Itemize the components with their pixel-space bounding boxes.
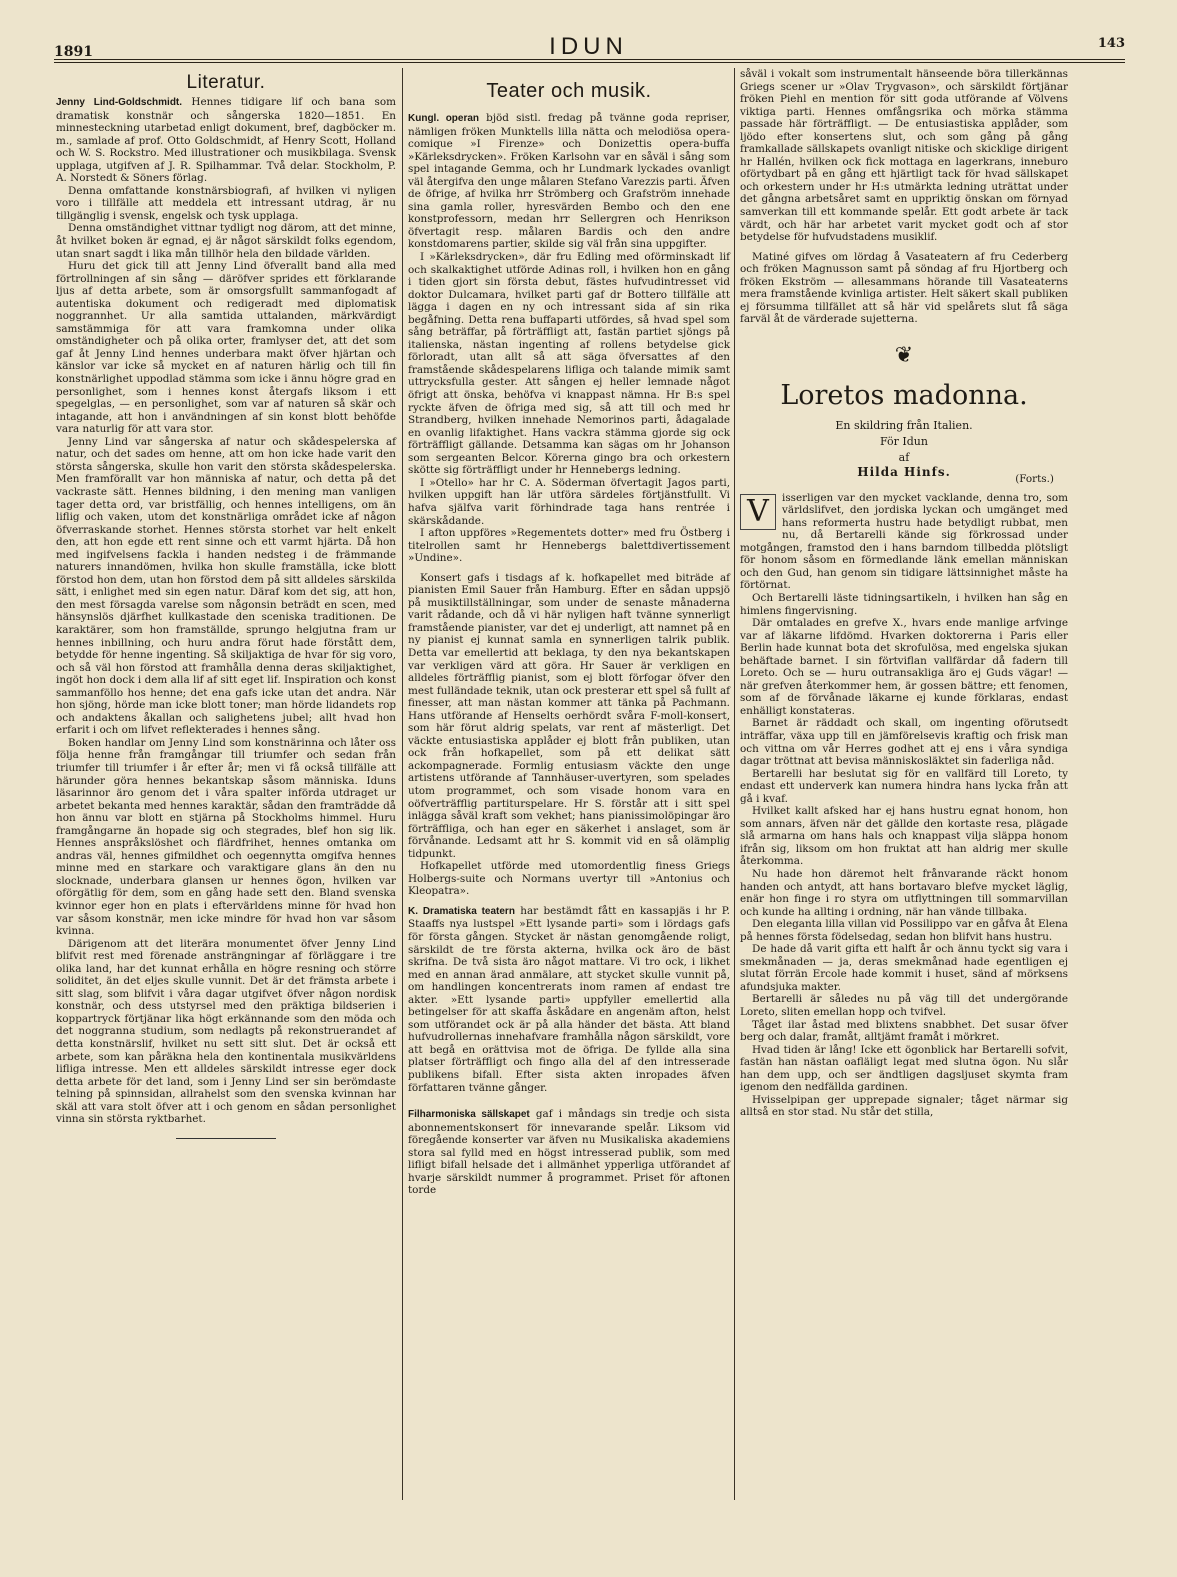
paragraph: Nu hade hon däremot helt frånvarande räckt honom handen och antydt, att hans bortavaro blefve mycket läglig, enär hon finge i ro styra om utflyttningen till sommarvillan och kunde ha allting i ordning, när han vände tillbaka.	[740, 867, 1068, 918]
paragraph: Jenny Lind var sångerska af natur och skådespelerska af natur, och det sades om henne, att om hon icke hade varit den största sångerska, skulle hon varit den största skådespelerska. Men framförallt var hon människa af natur, och detta på det vackraste sätt. Hennes bildning, i den mening man vanligen tager detta ord, var bristfällig, och hennes intelligens, om än liflig och vaken, utom det konstnärliga området icke af någon öfverraskande storhet. Hennes största storhet var helt enkelt den, att hon egde ett rent sinne och ett varmt hjärta. Då hon med ingifvelsens fackla i handen nedsteg i de främmande naturers innandömen, hvilka hon skulle framställa, icke blott förstod hon dem, utan hon förstod dem på sitt alldeles särskilda sätt, i enlighet med sin egen natur. Däraf kom det sig, att hon, den mest försagda varelse som någonsin beträdt en scen, med hänsynslös djärfhet kullkastade den sceniska traditionen. De karaktärer, som hon framställde, sprungo helgjutna fram ur hennes inbillning, och huru andra förut hade förstått dem, betydde för henne ingenting. Så skiljaktiga de hvar för sig voro, och så väl hon förstod att framhålla denna deras skiljaktighet, ingöt hon dock i dem alla lif af sitt eget lif. Inspiration och konst sammanföllo hos henne; det ena gafs icke utan det andra. När hon sjöng, hörde man icke blott toner; man hörde lidandets rop och andaktens åkallan och salighetens jubel; allt hvad hon erfarit i och om lifvet reflekterades i hennes sång.	[56, 435, 396, 737]
paragraph: Och Bertarelli läste tidningsartikeln, i hvilken han såg en himlens fingervisning.	[740, 591, 1068, 617]
column-teater	[408, 68, 730, 1197]
paragraph-lead: Filharmoniska sällskapet	[408, 1109, 530, 1121]
paragraph	[408, 905, 730, 1094]
paragraph: Därigenom att det literära monumentet öfver Jenny Lind blifvit rest med förenade ansträngningar af förläggare i tre olika land, har det kunnat erhålla en högre resning och större soliditet, än det eljes skulle vunnit. Det är det främsta arbete i sitt slag, som blifvit i våra dagar utgifvet öfver någon nordisk konstnär, och dess utstyrsel med den präktiga bildserien i koppartryck förtjänar lika högt erkännande som den möda och det noggranna studium, som nedlagts på rekonstruerandet af detta konstnärslif, hvilket nu sett sitt slut. Det är också ett arbete, som kan påräkna hela den kontinentala musikvärldens lifliga intresse. Men ett alldeles särskildt intresse eger dock detta arbete för det land, som i Jenny Lind ser sin berömdaste telning på spinnsidan, allrahelst som den svenska kvinnan har skäl att vara stolt öfver att i och genom en sådan personlighet vinna sin största ryktbarhet.	[56, 937, 396, 1126]
paragraph: Där omtalades en grefve X., hvars ende manlige arfvinge var af läkarne lifdömd. Hvarken doktorerna i Paris eller Berlin hade kunnat bota det skrofulösa, med engelska sjukan behäftade barnet. I sin förtviflan vallfärdar då fadern till Loreto. Och se — huru outransakliga äro ej Guds vägar! — när grefven återkommer hem, är gossen bättre; ett fenomen, som af de förvånade läkarne ej kunde förklaras, endast enhälligt konstateras.	[740, 617, 1068, 717]
paragraph-lead: Kungl. operan	[408, 113, 480, 124]
dropcap-letter: V	[740, 494, 776, 530]
paragraph: De hade då varit gifta ett halft år och ännu tyckt sig vara i smekmånaden — ja, deras smekmånad hade egentligen ej slutat förrän Ercole hade kommit i huset, sänd af mörksens afundsjuka makter.	[740, 943, 1068, 993]
paragraph-lead: K. Dramatiska teatern	[408, 905, 515, 917]
paragraph: Bertarelli har beslutat sig för en vallfärd till Loreto, ty endast ett underverk kan numera hindra hans lycka från att gå i kvaf.	[740, 767, 1068, 805]
magazine-title: IDUN	[549, 33, 628, 60]
paragraph: Den eleganta lilla villan vid Possilippo var en gåfva åt Elena på hennes första födelsedag, sedan hon blifvit hans hustru.	[740, 918, 1068, 943]
story-subtitle: En skildring från Italien.	[835, 419, 973, 433]
paragraph: Hvilket kallt afsked har ej hans hustru egnat honom, hon som annars, äfven när det gällde den kortaste resa, plägade slå armarna om hans hals och knappast vilja släppa honom ifrån sig, liksom om hon fruktat att han aldrig mer skulle återkomma.	[740, 805, 1068, 868]
paragraph: Hofkapellet utförde med utomordentlig finess Griegs Holbergs-suite och Normans uvertyr till »Antonius och Kleopatra».	[408, 860, 730, 898]
paragraph: Huru det gick till att Jenny Lind öfverallt band alla med förtrollningen af sin sång — däröfver sprides ett förklarande ljus af detta arbete, som är omsorgsfullt sammanfogadt af autentiska dokument och redigeradt med diplomatisk noggrannhet. Ur alla samtida uttalanden, märkvärdigt samstämmiga för att vara framkomna under olika omständigheter och på olika orter, framlyser det, att det som gaf åt Jenny Lind hennes underbara makt öfver hjärtan och känslor var icke så mycket en af naturen härlig och till fin konstnärlighet uppodlad stämma som icke i ännu högre grad en personlighet, som i hennes konst återgafs liksom i ett spegelglas, — en personlighet, som var af naturen så skär och intagande, att hon i användningen af sin konst blott behöfde vara naturlig för att vara stor.	[56, 260, 396, 436]
page-year: 1891	[54, 44, 93, 60]
header-rule	[54, 59, 1125, 63]
story-af: af	[898, 451, 910, 465]
page-number: 143	[1097, 36, 1125, 51]
story-author: Hilda Hinfs.	[857, 465, 951, 480]
floral-ornament-icon: ❦	[894, 342, 914, 368]
paragraph: såväl i vokalt som instrumentalt hänseende böra tillerkännas Griegs scener ur »Olav Trygvason», och särskildt förtjänar fröken Piehl en mention för sitt goda utförande af Völvens viktiga parti. Hennes omfångsrika och mörka stämma passade här förträffligt. — De entusiastiska applåder, som ljödo efter konsertens slut, och som gång på gång framkallade sällskapets ovanligt nitiske och skicklige dirigent hr Hallén, hvilken ock fick mottaga en lagerkrans, inneburo oförtydbart på en gång ett hjärtligt tack för hvad sällskapet och orkestern under hr H:s utmärkta ledning uträttat under det gångna arbetsåret samt en uppriktig önskan om förnyad samverkan till ett kommande spelår. Ett godt arbete är tack värdt, och här har arbetet varit mycket godt och af stor betydelse för hufvudstadens musiklif.	[740, 68, 1068, 244]
paragraph	[740, 492, 1068, 592]
paragraph-text: gaf i måndags sin tredje och sista abonnementskonsert för innevarande spelår. Liksom vid föregående konserter var äfven nu Musikaliska akademiens stora sal fylld med en högst intresserad publik, som med lifligt bifall helsade det i allmänhet ypperliga utförandet af hvarje särskildt nummer å programmet. Priset för aftonen torde	[408, 1108, 730, 1197]
column-loreto	[740, 68, 1068, 1119]
end-divider	[56, 1130, 396, 1143]
paragraph: Denna omständighet vittnar tydligt nog därom, att det minne, åt hvilket boken är egnad, ej är något särskildt folks egendom, utan snart sagdt i lika mån tillhör hela den bildade världen.	[56, 222, 396, 260]
paragraph: Hvisselpipan ger upprepade signaler; tåget närmar sig alltså en stor stad. Nu står det stilla,	[740, 1093, 1068, 1119]
paragraph: I afton uppföres »Regementets dotter» med fru Östberg i titelrollen samt hr Hennebergs balettdivertissement »Undine».	[408, 527, 730, 565]
paragraph: I »Kärleksdrycken», där fru Edling med oförminskadt lif och skalkaktighet utförde Adinas roll, i hvilken hon en gång i tiden gjort sin första debut, fästes hufvudintresset vid doktor Dulcamara, hvilket parti gaf dr Bottero tillfälle att lägga i dagen en ny och intressant sida af sin rika begåfning. Detta rena buffaparti utfördes, så hvad spel som sång beträffar, på förträffligt att, fastän partiet sjöngs på italienska, nästan ingenting af rollens betydelse gick förloradt, utan allt så att säga öfversattes af den framstående skådespelarens lifliga och talande mimik samt uttrycksfulla gester. Att sången ej heller lemnade något öfrigt att önska, behöfva vi knappast nämna. Hr B:s spel ryckte äfven de öfriga med sig, så att till och med hr Strandberg, hvilken innehade Nemorinos parti, ådagalade en ovanlig lifaktighet. Hans vackra stämma gjorde sig ock förträffligt gällande. Detsamma kan sägas om hr Johanson som sergeanten Belcor. Körerna gingo bra och orkestern skötte sig förträffligt under hr Hennebergs ledning.	[408, 251, 730, 477]
paragraph: Denna omfattande konstnärsbiografi, af hvilken vi nyligen voro i tillfälle att meddela ett intressant utdrag, är nu tillgänglig i svensk, engelsk och tysk upplaga.	[56, 184, 396, 222]
paragraph: Hvad tiden är lång! Icke ett ögonblick har Bertarelli sofvit, fastän han nästan oafläligt legat med slutna ögon. Nu slår han dem upp, och ser ändtligen dagsljuset skymta fram igenom den nedfällda gardinen.	[740, 1043, 1068, 1094]
paragraph: Tåget ilar åstad med blixtens snabbhet. Det susar öfver berg och dalar, framåt, alltjämt framåt i mörkret.	[740, 1018, 1068, 1044]
story-for: För Idun	[880, 435, 928, 449]
section-title-teater: Teater och musik.	[486, 80, 652, 102]
column-literatur	[56, 68, 396, 1146]
paragraph: Konsert gafs i tisdags af k. hofkapellet med biträde af pianisten Emil Sauer från Hamburg. Efter en sådan uppsjö på musiktillställningar, som under de senaste månaderna varit rådande, och då vi här nyligen haft tvänne synnerligt framstående pianister, var det ej underligt, att namnet på en ny pianist ej kunnat samla en synnerligen talrik publik. Detta var emellertid att beklaga, ty den nya bekantskapen var verkligen värd att göra. Hr Sauer är verkligen en alldeles förträfflig pianist, som ej blott förfogar öfver den mest fulländade teknik, utan ock presterar ett spel så fullt af finesser, att man nästan kommer att tänka på Pachmann. Hans utförande af Henselts oerhördt svåra F-moll-konsert, som här förut aldrig spelats, var rent af mästerligt. Det väckte entusiastiska applåder ej blott från publiken, utan ock från hofkapellet, som på ett delikat sätt ackompagnerade. Formlig entusiasm väckte den unge artistens utförande af Tannhäuser-uvertyren, som spelades utom programmet, och som visade honom vara en oöfverträfflig partiturspelare. Hr S. förstår att i sitt spel inlägga såväl kraft som vekhet; hans pianissimolöpingar äro förträffliga, och han eger en säkerhet i anslaget, som är förvånande. Ledsamt att hr S. kommit vid en så olämplig tidpunkt.	[408, 571, 730, 860]
page-header	[0, 30, 1177, 64]
paragraph-text: Hennes tidigare lif och bana som dramatisk konstnär och sångerska 1820—1851. En minnesteckning utarbetad enligt dokument, bref, dagböcker m. m., samlade af prof. Otto Goldschmidt, af Henry Scott, Holland och W. S. Rockstro. Med illustrationer och musikbilaga. Svensk upplaga, utgifven af J. R. Spilhammar. Två delar. Stockholm, P. A. Norstedt & Söners förlag.	[56, 96, 396, 185]
paragraph: Bertarelli är således nu på väg till det undergörande Loreto, sliten emellan hopp och tvifvel.	[740, 993, 1068, 1018]
column-divider	[734, 68, 735, 1500]
paragraph	[408, 1108, 730, 1197]
paragraph-text: isserligen var den mycket vacklande, denna tro, som världslifvet, den jordiska lyckan och umgänget med hans reformerta hustru hade betydligt rubbat, men nu, då Bertarelli kände sig förkrossad under motgången, framstod den i hans barndom tillbedda plötsligt för honom såsom en förmedlande länk emellan människan och den Gud, han genom sin tidigare lättsinnighet måste ha förtörnat.	[740, 491, 1068, 592]
story-title: Loretos madonna.	[780, 380, 1028, 412]
paragraph: Boken handlar om Jenny Lind som konstnärinna och låter oss följa henne från framgångar till triumfer och sedan från triumfer till triumfer i år efter år; men vi få också tillfälle att härunder göra hennes bekantskap såsom människa. Iduns läsarinnor äro genom det i våra spalter införda utdraget ur arbetet bekanta med hennes karaktär, sådan den framträdde då hon ännu var blott en stjärna på Stockholms himmel. Huru framgångarne än hopade sig och stegrades, blef hon sig lik. Hennes anspråkslöshet och flärdfrihet, hennes omtanka om andras väl, hennes gifmildhet och oegennytta omgifva hennes minne med en starkare och varaktigare glans än den nu slocknade, underbara glansen ur hennes ögon, hvilken var oförgätlig för dem, som en gång hade sett den. Bland svenska kvinnor eger hon en plats i eftervärldens minne för hvad hon var såsom konstnär, men icke mindre för hvad hon var såsom kvinna.	[56, 736, 396, 938]
paragraph: Matiné gifves om lördag å Vasateatern af fru Cederberg och fröken Magnusson samt på söndag af fru Hjortberg och fröken Ekström — allesammans hörande till Vasateaterns mera framstående kvinliga artister. Helt säkert skall publiken ej försumma tillfället att så här vid spelårets slut få säga farväl åt de värderade sujetterna.	[740, 250, 1068, 326]
paragraph-text: har bestämdt fått en kassapjäs i hr P. Staaffs nya lustspel »Ett lysande parti» som i lördags gafs för första gången. Stycket är nästan genomgående roligt, särskildt de tre första akterna, hvilka ock äro de bäst skrifna. De två sista äro något mattare. Vi tro ock, i likhet med en annan ärad anmälare, att stycket skulle vunnit på, om handlingen koncentrerats inom ramen af endast tre akter. »Ett lysande parti» uppfyller emellertid alla betingelser för att skaffa åskådare en angenäm afton, helst som utförandet ock är på alla händer det bästa. Att bland hufvudrollernas innehafvare framhålla någon särskildt, vore att begå en orättvisa mot de öfriga. De fyllde alla sina platser förträffligt och fingo alla del af den intresserade publikens bifall. Efter sista akten inropades äfven författaren tvänne gånger.	[408, 904, 730, 1094]
paragraph-text: bjöd sistl. fredag på tvänne goda repriser, nämligen fröken Munktells lilla nätta och melodiösa opera-comique »I Firenze» och Donizettis opera-buffa »Kärleksdrycken». Fröken Karlsohn var en såväl i sång som spel intagande Gemma, och hr Lundmark lyckades ovanligt väl återgifva den unge målaren Stefano Varezzis parti. Äfven de öfrige, af hvilka hrr Strömberg och Grafström innehade sina gamla roller, hyresvärden Bembo och den ene konstprofessorn, medan hrr Sellergren och Henrikson öfvertagit resp. målaren Bardis och den andre konstdomarens partier, skilde sig väl från sina uppgifter.	[408, 112, 730, 251]
paragraph: I »Otello» har hr C. A. Söderman öfvertagit Jagos parti, hvilken uppgift han lär utföra särdeles förtjänstfullt. Vi hafva själfva varit förhindrade taga hans rentrée i skärskådande.	[408, 476, 730, 527]
paragraph	[408, 112, 730, 251]
paragraph-lead: Jenny Lind-Goldschmidt.	[56, 97, 183, 108]
column-divider	[402, 68, 403, 1500]
continued-note: (Forts.)	[1015, 473, 1054, 486]
paragraph: Barnet är räddadt och skall, om ingenting oförutsedt inträffar, växa upp till en jämförelsevis kraftig och frisk man och vittna om vår Herres godhet att ej ens i våra syndiga dagar tröttnat att bevisa människosläktet sin faderliga nåd.	[740, 717, 1068, 768]
paragraph	[56, 96, 396, 185]
section-title-literatur: Literatur.	[186, 72, 266, 93]
